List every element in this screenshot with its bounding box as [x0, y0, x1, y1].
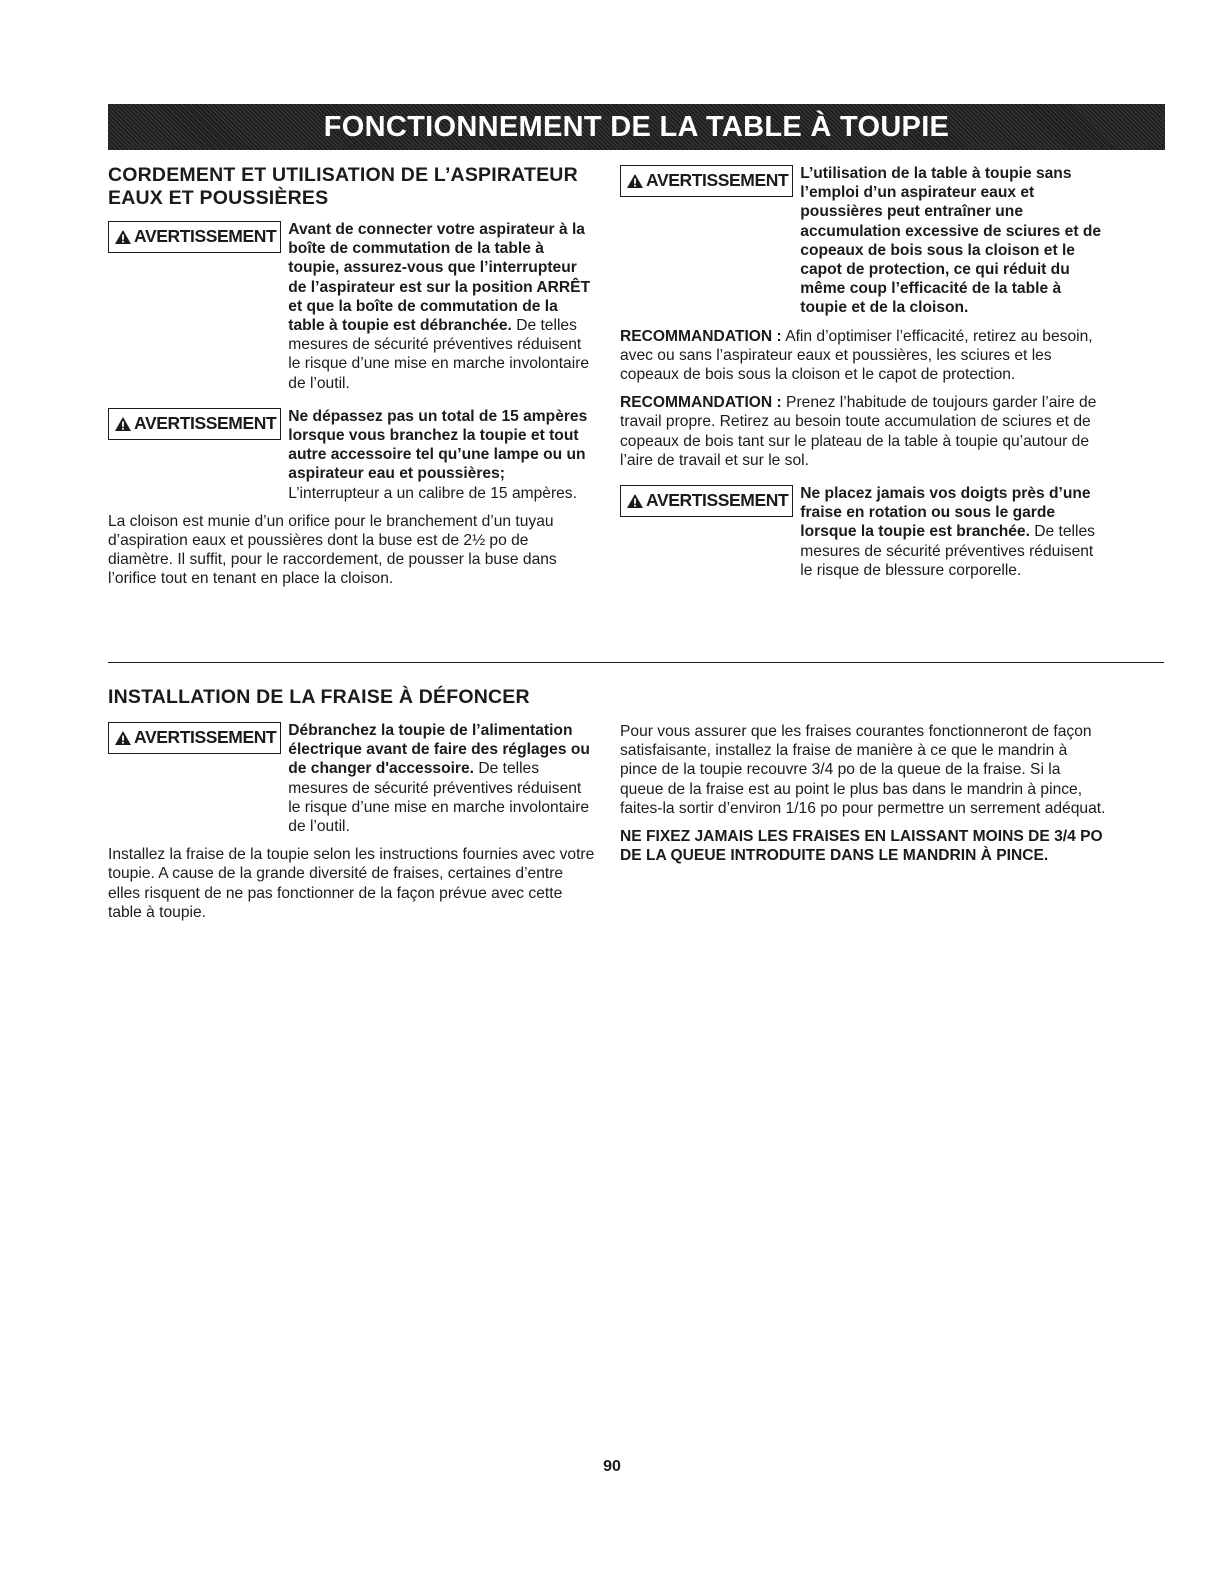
- warning-triangle-icon: [114, 229, 132, 245]
- warning-block-4: [620, 484, 1108, 580]
- warning-rest: De telles mesures de sécurité préventives réduisent le risque d’une mise en marche involontaire de l’outil.: [288, 317, 590, 392]
- warning-label: AVERTISSEMENT: [134, 727, 277, 748]
- warning-text: [288, 220, 596, 393]
- warning-label: AVERTISSEMENT: [134, 226, 277, 247]
- warning-text: [800, 164, 1108, 318]
- section1-heading: CORDEMENT ET UTILISATION DE L’ASPIRATEUR EAUX ET POUSSIÈRES: [108, 164, 578, 209]
- section2-left-column: [108, 686, 596, 931]
- page-banner: FONCTIONNEMENT DE LA TABLE À TOUPIE: [108, 104, 1165, 150]
- install-paragraph: Installez la fraise de la toupie selon les instructions fournies avec votre toupie. A cause de la grande diversité de fraises, certaines d’entre elles risquent de ne pas fonctionner de la façon prévue avec cette table à toupie.: [108, 846, 595, 921]
- page-number: 90: [603, 1458, 621, 1475]
- warning-text: [288, 721, 596, 836]
- warning-label: AVERTISSEMENT: [646, 170, 789, 191]
- warning-badge: [108, 221, 281, 253]
- warning-rest: De telles mesures de sécurité préventives réduisent le risque d’une mise en marche involontaire de l’outil.: [288, 760, 590, 836]
- section1-left-column: [108, 164, 596, 598]
- recommendation-label: RECOMMANDATION :: [620, 327, 782, 345]
- warning-triangle-icon: [626, 173, 644, 189]
- warning-triangle-icon: [114, 730, 132, 746]
- warning-badge: [620, 485, 793, 517]
- caution-text: NE FIXEZ JAMAIS LES FRAISES EN LAISSANT MOINS DE 3/4 PO DE LA QUEUE INTRODUITE DANS LE MANDRIN À PINCE.: [620, 828, 1103, 865]
- section2-heading: INSTALLATION DE LA FRAISE À DÉFONCER: [108, 686, 530, 708]
- recommendation-2: [620, 393, 1108, 470]
- recommendation-1: [620, 327, 1108, 385]
- section2-right-column: [620, 722, 1108, 874]
- warning-block-5: [108, 721, 596, 836]
- warning-text: [288, 407, 596, 503]
- section1-right-column: [620, 164, 1108, 589]
- warning-badge: [108, 722, 281, 754]
- warning-badge: [620, 165, 793, 197]
- warning-block-2: [108, 407, 596, 503]
- warning-intro: Ne dépassez pas un total de 15 ampères lorsque vous branchez la toupie et tout autre accessoire tel qu’une lampe ou un aspirateur eau et poussières;: [288, 407, 588, 483]
- warning-intro: Ne placez jamais vos doigts près d’une fraise en rotation ou sous le garde lorsque la toupie est branchée.: [800, 485, 1091, 541]
- warning-block-3: [620, 164, 1108, 318]
- warning-rest: L’interrupteur a un calibre de 15 ampères.: [288, 484, 577, 502]
- warning-triangle-icon: [114, 416, 132, 432]
- warning-intro: L’utilisation de la table à toupie sans l’emploi d’un aspirateur eaux et poussières peut entraîner une accumulation excessive de sciures et de copeaux de bois sous la cloison et le capot de protection, ce qui réduit du même coup l’efficacité de la table à toupie et de la cloison.: [800, 165, 1102, 317]
- nozzle-paragraph: La cloison est munie d’un orifice pour le branchement d’un tuyau d’aspiration eaux et poussières dont la buse est de 2½ po de diamètre. Il suffit, pour le raccordement, de pousser la buse dans l’orifice tout en tenant en place la cloison.: [108, 512, 557, 588]
- recommendation-text: Prenez l’habitude de toujours garder l’aire de travail propre. Retirez au besoin toute accumulation de sciures et de copeaux de bois tant sur le plateau de la table à toupie qu’autour de l’aire de travail et sur le sol.: [620, 394, 1097, 469]
- section-divider: [108, 662, 1164, 663]
- warning-block-1: [108, 220, 596, 393]
- warning-triangle-icon: [626, 493, 644, 509]
- warning-badge: [108, 408, 281, 440]
- collet-paragraph: Pour vous assurer que les fraises courantes fonctionneront de façon satisfaisante, installez la fraise de manière à ce que le mandrin à pince de la toupie recouvre 3/4 po de la queue de la fraise. Si la queue de la fraise est au point le plus bas dans le mandrin à pince, faites-la sortir d’environ 1/16 po pour permettre un serrement adéquat.: [620, 723, 1106, 817]
- recommendation-text: Afin d’optimiser l’efficacité, retirez au besoin, avec ou sans l’aspirateur eaux et poussières, les sciures et les copeaux de bois sous la cloison et le capot de protection.: [620, 327, 1093, 384]
- warning-label: AVERTISSEMENT: [134, 413, 277, 434]
- warning-intro: Avant de connecter votre aspirateur à la boîte de commutation de la table à toupie, assurez-vous que l’interrupteur de l’aspirateur est sur la position ARRÊT et que la boîte de commutation de la table à toupie est débranchée.: [288, 221, 591, 335]
- warning-text: [800, 484, 1108, 580]
- warning-intro: Débranchez la toupie de l’alimentation électrique avant de faire des réglages ou de changer d'accessoire.: [288, 722, 590, 778]
- warning-rest: De telles mesures de sécurité préventives réduisent le risque de blessure corporelle.: [800, 523, 1095, 579]
- warning-label: AVERTISSEMENT: [646, 490, 789, 511]
- recommendation-label: RECOMMANDATION :: [620, 394, 782, 412]
